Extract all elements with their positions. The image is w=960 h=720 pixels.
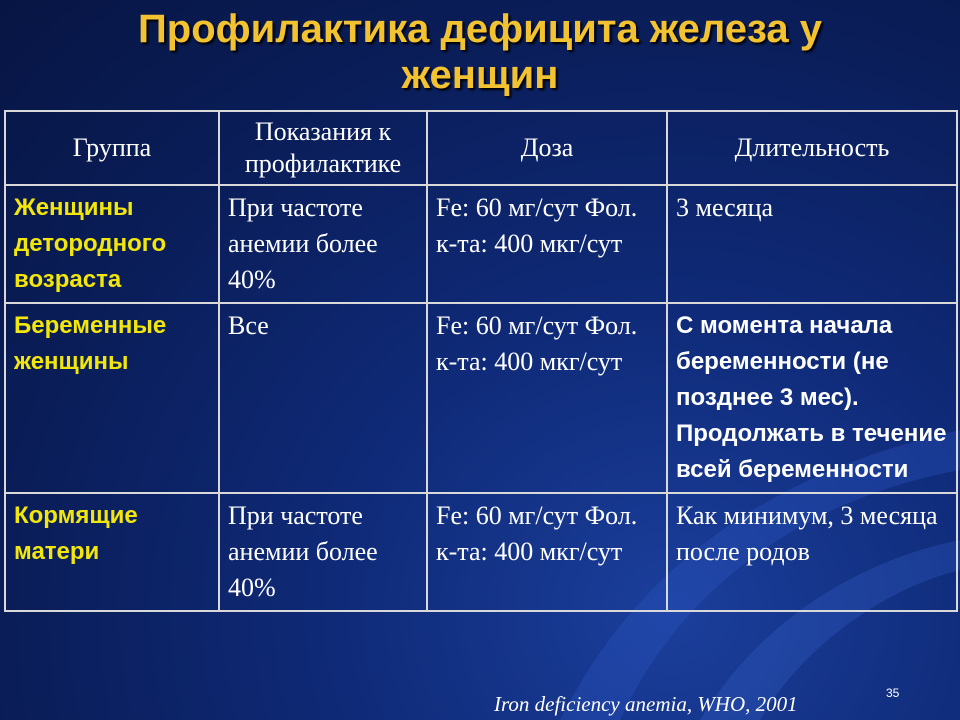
- cell-indication: Все: [219, 303, 427, 493]
- header-dose: Доза: [427, 111, 667, 185]
- cell-duration: Как минимум, 3 месяца после родов: [667, 493, 957, 611]
- title-line-1: Профилактика дефицита железа у: [138, 7, 822, 51]
- page-title: [0, 6, 960, 98]
- title-line-2: женщин: [401, 53, 559, 97]
- cell-dose: Fe: 60 мг/сут Фол. к-та: 400 мкг/сут: [427, 303, 667, 493]
- cell-duration: С момента начала беременности (не позднее 3 мес). Продолжать в течение всей беременности: [667, 303, 957, 493]
- cell-indication: При частоте анемии более 40%: [219, 185, 427, 303]
- cell-indication: При частоте анемии более 40%: [219, 493, 427, 611]
- page-number: 35: [886, 686, 900, 700]
- header-group: Группа: [5, 111, 219, 185]
- cell-duration: 3 месяца: [667, 185, 957, 303]
- table-row: [5, 493, 957, 611]
- header-duration: Длительность: [667, 111, 957, 185]
- source-citation: Iron deficiency anemia, WHO, 2001: [494, 692, 798, 716]
- table-header-row: [5, 111, 957, 185]
- header-indication: Показания к профилактике: [219, 111, 427, 185]
- prophylaxis-table: [4, 110, 958, 612]
- table-row: [5, 185, 957, 303]
- cell-group: Женщины детородного возраста: [5, 185, 219, 303]
- cell-dose: Fe: 60 мг/сут Фол. к-та: 400 мкг/сут: [427, 493, 667, 611]
- cell-dose: Fe: 60 мг/сут Фол. к-та: 400 мкг/сут: [427, 185, 667, 303]
- table-row: [5, 303, 957, 493]
- cell-group: Кормящие матери: [5, 493, 219, 611]
- cell-group: Беременные женщины: [5, 303, 219, 493]
